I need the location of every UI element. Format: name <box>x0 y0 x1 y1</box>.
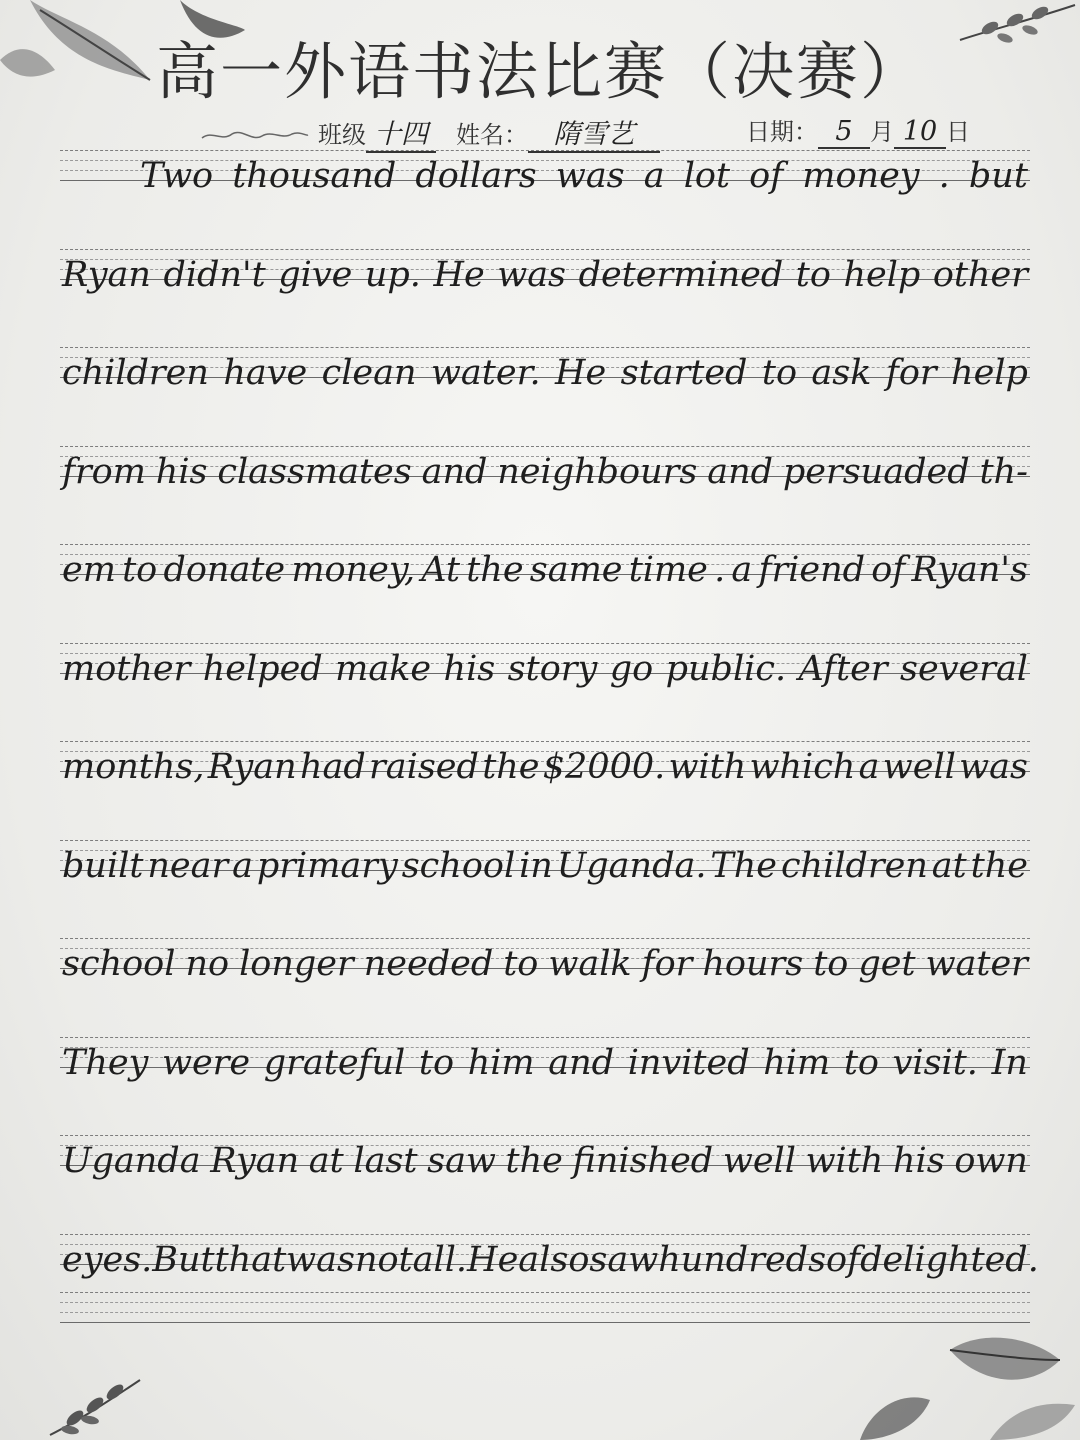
name-value: 隋雪艺 <box>528 112 660 153</box>
leaf-decoration-icon <box>840 1330 1080 1440</box>
date-label: 日期： <box>746 118 818 146</box>
month-label: 月 <box>870 118 894 146</box>
name-label: 姓名： <box>456 121 528 149</box>
text-line: Two thousand dollars was a lot of money . but <box>140 156 1028 196</box>
text-line: mother helped make his story go public. After several <box>62 648 1028 689</box>
text-line: school no longer needed to walk for hours to get water <box>62 944 1028 984</box>
scribble-mark <box>200 126 310 146</box>
month-value: 5 <box>818 116 870 149</box>
text-line: months, Ryan had raised the $2000. with which a well was <box>62 747 1028 787</box>
day-value: 10 <box>894 116 946 149</box>
text-line: eyes. But that was not all. He also saw hundreds of delighted. <box>62 1239 1039 1280</box>
class-label: 班级 <box>318 121 366 149</box>
text-line: Uganda Ryan at last saw the finished well with his own <box>62 1141 1028 1181</box>
text-line: em to donate money, At the same time . a friend of Ryan's <box>62 550 1028 590</box>
text-line: children have clean water. He started to ask for help <box>62 353 1028 393</box>
text-line: They were grateful to him and invited him to visit. In <box>62 1042 1028 1083</box>
page-title: 高一外语书法比赛（决赛） <box>155 35 924 108</box>
text-line: from his classmates and neighbours and persuaded th- <box>62 451 1028 492</box>
text-line: Ryan didn't give up. He was determined to help other <box>62 254 1028 295</box>
sprig-decoration-icon <box>40 1370 150 1440</box>
text-line: built near a primary school in Uganda. The children at the <box>62 845 1028 886</box>
class-value: 十四 <box>366 112 436 153</box>
day-label: 日 <box>946 118 970 146</box>
